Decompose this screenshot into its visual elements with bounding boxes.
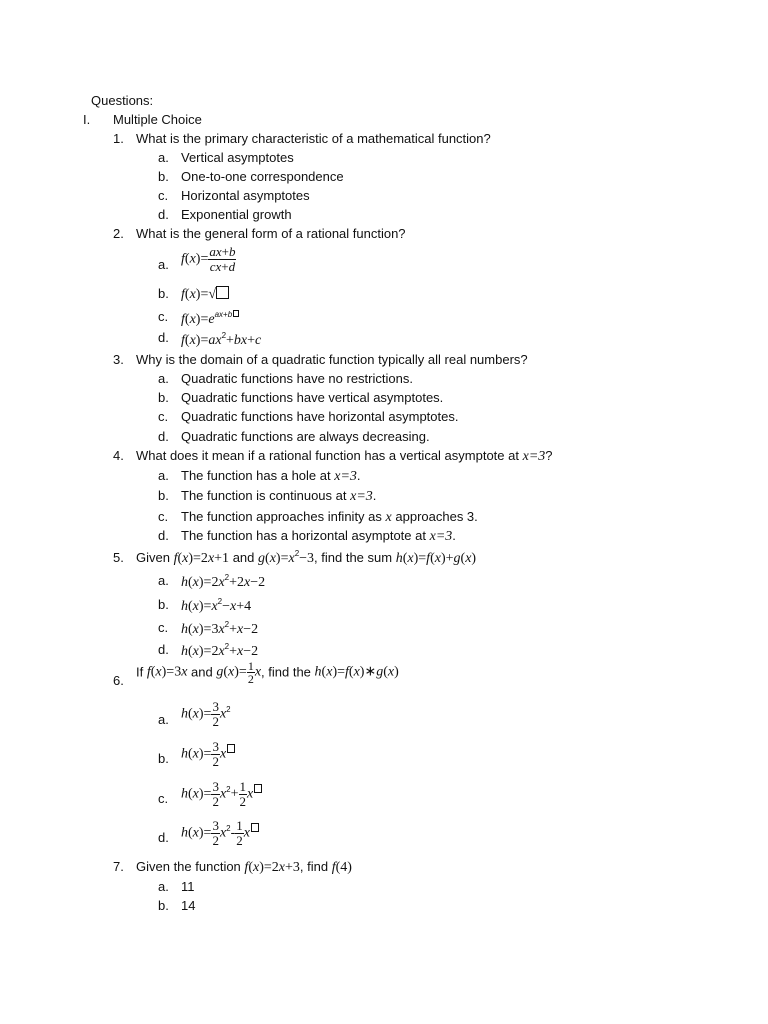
q4-option-c: The function approaches infinity as x approaches 3.: [181, 509, 478, 525]
q1-option-a: Vertical asymptotes: [181, 150, 294, 165]
q1-option-b: One-to-one correspondence: [181, 169, 344, 184]
q2-option-d-formula: $f(x)=ax^2+bx+c$: [181, 331, 262, 348]
q5-option-d-formula: $h(x)=2x^2+x-2$: [181, 642, 259, 659]
q4-option-a-letter: a.: [158, 468, 169, 483]
q3-option-a-letter: a.: [158, 371, 169, 386]
q2-option-c-letter: c.: [158, 309, 169, 324]
q4-math: x=3: [522, 449, 546, 464]
rational-fraction: $\frac{ax+b}{cx+d}$: [209, 244, 236, 274]
q4-option-a: The function has a hole at x=3.: [181, 468, 361, 484]
section-title: Multiple Choice: [113, 112, 202, 127]
question-7-text: Given the function f(x)=2x+3, find f(4): [136, 859, 352, 875]
q3-option-c: Quadratic functions have horizontal asymptotes.: [181, 409, 459, 424]
q5-option-a-formula: $h(x)=2x^2+2x-2$: [181, 573, 266, 590]
q6-option-a-formula: h(x)= $\frac{3}{2}$ $x^2$: [181, 699, 231, 729]
q4-option-d: The function has a horizontal asymptote at x=3.: [181, 528, 456, 544]
q2-option-a-formula: f(x)= $\frac{ax+b}{cx+d}$: [181, 244, 236, 274]
q2-option-d-letter: d.: [158, 330, 169, 345]
q1-option-d: Exponential growth: [181, 207, 292, 222]
q4-option-b: The function is continuous at x=3.: [181, 488, 377, 504]
question-2-number: 2.: [113, 226, 124, 241]
q1-option-c-letter: c.: [158, 188, 169, 203]
q6-option-d-formula: h(x)= $\frac{3}{2}$ $x^2-$ $\frac{1}{2}$ x: [181, 819, 259, 848]
q3-option-b-letter: b.: [158, 390, 169, 405]
q1-option-c: Horizontal asymptotes: [181, 188, 310, 203]
q5-option-c-formula: $h(x)=3x^2+x-2$: [181, 620, 259, 637]
q7-option-a-letter: a.: [158, 879, 169, 894]
q2-option-b-formula: f(x)=√: [181, 286, 229, 303]
q5-option-a-letter: a.: [158, 573, 169, 588]
q3-option-d-letter: d.: [158, 429, 169, 444]
q5-option-c-letter: c.: [158, 620, 169, 635]
q7-option-a: 11: [181, 879, 195, 894]
q1-option-b-letter: b.: [158, 169, 169, 184]
question-7-number: 7.: [113, 859, 124, 874]
q5-option-b-formula: $h(x)=x^2-x+4$: [181, 597, 252, 614]
question-4-text: What does it mean if a rational function has a vertical asymptote at x=3?: [136, 448, 553, 464]
q4-option-d-letter: d.: [158, 528, 169, 543]
q5-option-d-letter: d.: [158, 642, 169, 657]
section-numeral: I.: [83, 112, 91, 127]
question-6-number: 6.: [113, 673, 124, 688]
q1-option-d-letter: d.: [158, 207, 169, 222]
q3-option-c-letter: c.: [158, 409, 169, 424]
q2-option-a-letter: a.: [158, 257, 169, 272]
q6-option-c-letter: c.: [158, 791, 169, 806]
q3-option-a: Quadratic functions have no restrictions.: [181, 371, 413, 386]
question-2-text: What is the general form of a rational function?: [136, 226, 406, 241]
q6-option-b-formula: h(x)= $\frac{3}{2}$ x: [181, 740, 235, 769]
q6-option-c-formula: h(x)= $\frac{3}{2}$ $x^2+$ $\frac{1}{2}$ x: [181, 780, 262, 809]
question-4-number: 4.: [113, 448, 124, 463]
q7-option-b-letter: b.: [158, 898, 169, 913]
q6-option-b-letter: b.: [158, 751, 169, 766]
q7-option-b: 14: [181, 898, 196, 913]
q1-option-a-letter: a.: [158, 150, 169, 165]
q5-option-b-letter: b.: [158, 597, 169, 612]
question-6-text: If f(x)=3x and g(x)= $\frac{1}{2}$ x, find the h(x)=f(x)∗g(x): [136, 659, 399, 686]
question-1-number: 1.: [113, 131, 124, 146]
q4-option-b-letter: b.: [158, 488, 169, 503]
question-5-text: Given f(x)=2x+1 and $g(x)=x^2-3$, find the sum h(x)=f(x)+g(x): [136, 549, 477, 566]
q3-option-d: Quadratic functions are always decreasing.: [181, 429, 430, 444]
q2-option-b-letter: b.: [158, 286, 169, 301]
q6-option-d-letter: d.: [158, 830, 169, 845]
question-1-text: What is the primary characteristic of a mathematical function?: [136, 131, 491, 146]
q3-option-b: Quadratic functions have vertical asymptotes.: [181, 390, 444, 405]
question-3-text: Why is the domain of a quadratic function typically all real numbers?: [136, 352, 528, 367]
q6-option-a-letter: a.: [158, 712, 169, 727]
q4-option-c-letter: c.: [158, 509, 169, 524]
question-3-number: 3.: [113, 352, 124, 367]
page-heading: Questions:: [91, 93, 154, 108]
question-5-number: 5.: [113, 550, 124, 565]
q2-option-c-formula: $f(x)=e^{ax+b}$: [181, 310, 239, 328]
